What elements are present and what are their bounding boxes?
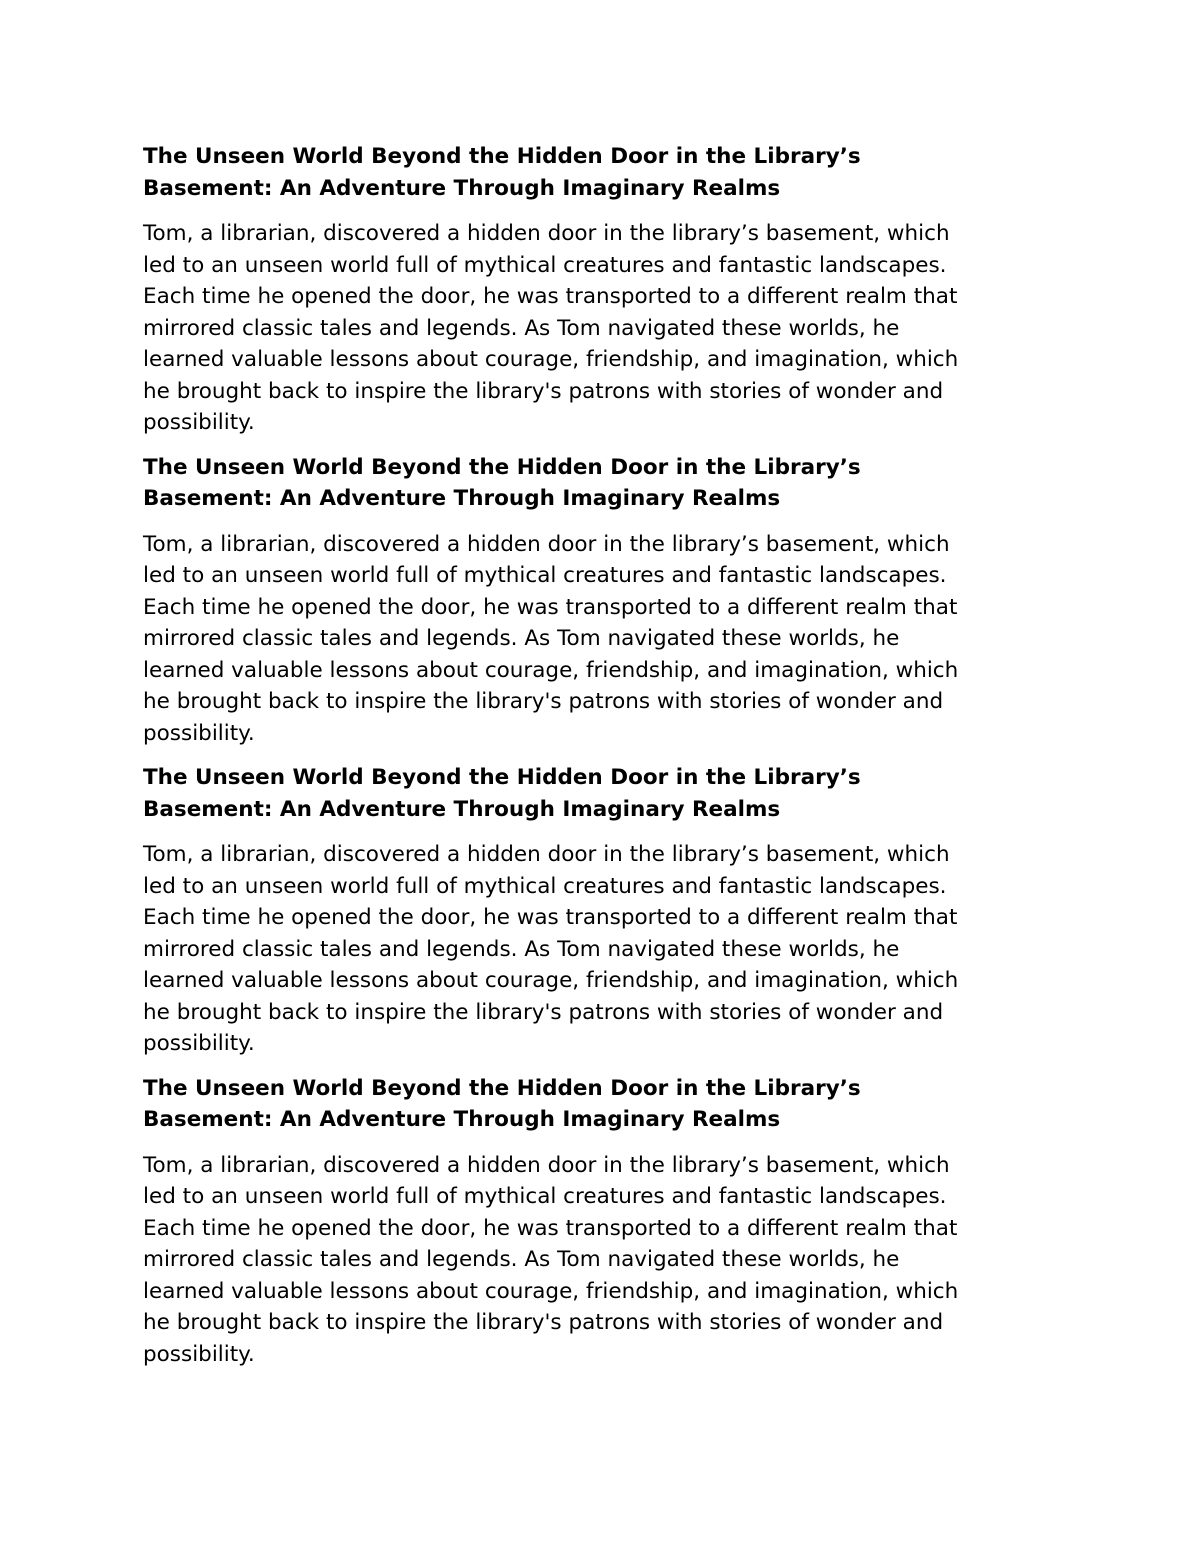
heading-line: The Unseen World Beyond the Hidden Door in the Library’s [143,144,861,169]
paragraph-line: possibility. [143,1031,255,1056]
story-section [143,1073,1063,1371]
paragraph-line: he brought back to inspire the library's patrons with stories of wonder and [143,378,944,404]
heading-line: Basement: An Adventure Through Imaginary Realms [143,175,781,201]
paragraph-line: Tom, a librarian, discovered a hidden door in the library’s basement, which [143,221,950,246]
story-paragraph [143,839,1063,1060]
story-section [143,141,1063,439]
story-heading [143,762,1063,825]
paragraph-line: led to an unseen world full of mythical creatures and fantastic landscapes. [143,252,947,278]
story-paragraph [143,1150,1063,1371]
story-paragraph [143,529,1063,750]
paragraph-line: Each time he opened the door, he was transported to a different realm that [143,594,958,620]
paragraph-line: Each time he opened the door, he was transported to a different realm that [143,1215,958,1241]
story-section [143,452,1063,750]
story-section [143,762,1063,1060]
paragraph-line: Each time he opened the door, he was transported to a different realm that [143,284,958,309]
heading-line: Basement: An Adventure Through Imaginary Realms [143,1107,781,1132]
paragraph-line: mirrored classic tales and legends. As Tom navigated these worlds, he [143,626,900,651]
story-heading [143,452,1063,515]
story-heading [143,141,1063,204]
paragraph-line: he brought back to inspire the library's patrons with stories of wonder and [143,999,944,1025]
paragraph-line: learned valuable lessons about courage, friendship, and imagination, which [143,347,959,372]
heading-line: Basement: An Adventure Through Imaginary Realms [143,486,781,511]
paragraph-line: learned valuable lessons about courage, friendship, and imagination, which [143,657,959,683]
paragraph-line: mirrored classic tales and legends. As Tom navigated these worlds, he [143,315,900,341]
paragraph-line: learned valuable lessons about courage, friendship, and imagination, which [143,1278,959,1304]
paragraph-line: learned valuable lessons about courage, friendship, and imagination, which [143,968,959,993]
paragraph-line: possibility. [143,1341,255,1367]
paragraph-line: led to an unseen world full of mythical creatures and fantastic landscapes. [143,873,947,899]
paragraph-line: he brought back to inspire the library's patrons with stories of wonder and [143,689,944,714]
heading-line: The Unseen World Beyond the Hidden Door in the Library’s [143,1075,861,1101]
paragraph-line: Tom, a librarian, discovered a hidden door in the library’s basement, which [143,842,950,867]
paragraph-line: led to an unseen world full of mythical creatures and fantastic landscapes. [143,1184,947,1209]
heading-line: Basement: An Adventure Through Imaginary Realms [143,796,781,822]
paragraph-line: possibility. [143,410,255,435]
paragraph-line: possibility. [143,720,255,746]
story-paragraph [143,218,1063,439]
paragraph-line: Each time he opened the door, he was transported to a different realm that [143,905,958,930]
paragraph-line: led to an unseen world full of mythical creatures and fantastic landscapes. [143,563,947,588]
heading-line: The Unseen World Beyond the Hidden Door in the Library’s [143,454,861,480]
story-heading [143,1073,1063,1136]
heading-line: The Unseen World Beyond the Hidden Door in the Library’s [143,765,861,790]
paragraph-line: Tom, a librarian, discovered a hidden door in the library’s basement, which [143,531,950,557]
paragraph-line: he brought back to inspire the library's patrons with stories of wonder and [143,1310,944,1335]
paragraph-line: mirrored classic tales and legends. As Tom navigated these worlds, he [143,1247,900,1272]
paragraph-line: mirrored classic tales and legends. As Tom navigated these worlds, he [143,936,900,962]
paragraph-line: Tom, a librarian, discovered a hidden door in the library’s basement, which [143,1152,950,1178]
document-page [143,141,1063,1383]
